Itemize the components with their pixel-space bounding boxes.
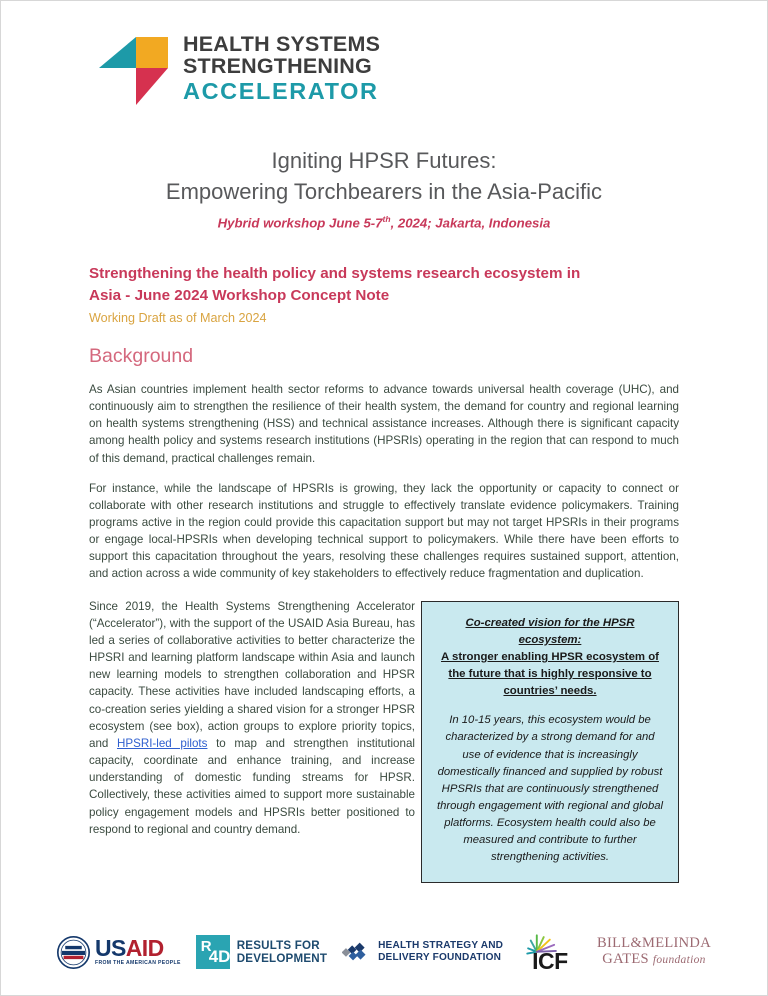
draft-status-note: Working Draft as of March 2024	[89, 310, 267, 325]
gates-wordmark	[597, 936, 711, 967]
concept-note-heading	[89, 263, 679, 307]
brand-line-3: ACCELERATOR	[183, 77, 379, 104]
r4d-mark-icon	[196, 935, 230, 969]
r4d-line-1: RESULTS FOR	[236, 938, 320, 952]
usaid-wordmark	[95, 937, 181, 966]
left-text-column	[89, 598, 415, 838]
usaid-logo	[57, 936, 181, 969]
two-column-region	[89, 598, 679, 883]
r4d-mark-top: R	[200, 938, 212, 955]
document-header	[1, 1, 767, 111]
brand-line-1: HEALTH SYSTEMS	[183, 31, 381, 56]
concept-note-heading-line-2: Asia - June 2024 Workshop Concept Note	[89, 286, 390, 304]
hsdf-line-1: HEALTH STRATEGY AND	[378, 939, 504, 951]
r4d-wordmark	[237, 939, 327, 966]
hsdf-diamond-icon	[342, 941, 372, 963]
hsdf-logo	[342, 940, 503, 964]
hpsri-led-pilots-link[interactable]: HPSRI-led pilots	[116, 736, 208, 750]
gates-line-2	[597, 952, 711, 968]
title-block	[1, 145, 767, 231]
gates-foundation-logo	[597, 936, 711, 967]
brand-wordmark	[183, 33, 380, 103]
icf-wordmark: ICF	[532, 948, 568, 974]
gates-line-1: BILL&MELINDA	[597, 935, 711, 952]
concept-note-heading-line-1: Strengthening the health policy and systems research ecosystem in	[89, 264, 581, 282]
usaid-main-text	[95, 937, 181, 960]
gates-line-2-main: GATES	[602, 951, 649, 967]
paragraph-3-part-2: to map and strengthen institutional capacity, coordinate and enhance training, and increase understanding of domestic funding streams for HPSR. Collectively, these activities aimed to support more sustainable policy engagement models and HPSRIs better positioned to respond to regional and country demand.	[89, 736, 415, 836]
usaid-aid-text: AID	[125, 935, 164, 962]
background-paragraph-1: As Asian countries implement health sector reforms to advance towards universal health coverage (UHC), and continuously aim to strengthen the resilience of their health system, the demand for country and regional learning on health systems strengthening (HSS) and technical assistance increases. Although there is significant capacity among health policy and systems research institutions (HPSRIs) operating in the region that can respond to much of this demand, practical challenges remain.	[89, 382, 679, 465]
callout-body-text: In 10-15 years, this ecosystem would be characterized by a strong demand for and use of evidence that is increasingly domestically financed and supplied by robust HPSRIs that are continuously strengthened through engagement with regional and global platforms. Ecosystem health could also be measured and contribute to further strengthening activities.	[436, 714, 664, 864]
document-title-line-1: Igniting HPSR Futures:	[271, 148, 497, 173]
subtitle-superscript: th	[382, 214, 391, 225]
usaid-us-text: US	[95, 935, 126, 962]
results-for-development-logo	[196, 935, 327, 969]
usaid-tagline: FROM THE AMERICAN PEOPLE	[95, 960, 181, 967]
background-section-heading: Background	[89, 344, 194, 367]
subtitle-pre: Hybrid workshop June 5-7	[217, 215, 383, 231]
r4d-line-2: DEVELOPMENT	[236, 952, 328, 965]
callout-heading-italic: Co-created vision for the HPSR ecosystem:	[465, 616, 635, 646]
document-content	[89, 263, 679, 883]
icf-logo	[518, 931, 582, 973]
gates-foundation-text: foundation	[652, 954, 706, 966]
background-paragraph-3	[89, 598, 415, 838]
callout-heading	[436, 615, 664, 701]
usaid-seal-icon	[57, 936, 90, 969]
hss-accelerator-logo-icon	[99, 31, 171, 105]
callout-heading-plain: A stronger enabling HPSR ecosystem of the future that is highly responsive to countries’ needs.	[441, 650, 659, 698]
icf-logo-wrap	[518, 931, 582, 973]
document-subtitle	[1, 214, 767, 230]
r4d-mark-bottom: 4D	[208, 947, 231, 966]
hss-accelerator-logo	[99, 31, 380, 105]
footer-partner-logos	[1, 931, 767, 973]
brand-line-2: STRENGTHENING	[183, 54, 372, 79]
co-created-vision-callout	[421, 601, 679, 883]
subtitle-post: , 2024; Jakarta, Indonesia	[390, 215, 551, 231]
background-paragraph-2: For instance, while the landscape of HPSRIs is growing, they lack the opportunity or capacity to connect or collaborate with other research institutions and struggle to effectively translate evidence policymakers. Training programs active in the region could provide this capacitation support but may not target HPSRIs in their programs or engage local-HPSRIs when developing technical support to policymakers. While there have been efforts to support this capacitation throughout the years, resolving these challenges requires sustained support, attention, and action across a wide community of key stakeholders to effectively reduce fragmentation and duplication.	[89, 481, 679, 581]
document-title-line-2: Empowering Torchbearers in the Asia-Pacific	[165, 179, 603, 205]
paragraph-3-part-1: Since 2019, the Health Systems Strengthening Accelerator (“Accelerator”), with the support of the USAID Asia Bureau, has led a series of collaborative activities to better characterize the HPSRI and learning platform landscape within Asia and launch new learning models to strengthen collaboration and HPSR capacity. These activities have included landscaping efforts, a co-creation series yielding a shared vision for a stronger HPSR ecosystem (see box), action groups to explore priority topics, and	[89, 599, 415, 750]
hsdf-line-2: DELIVERY FOUNDATION	[378, 952, 502, 963]
hsdf-wordmark	[378, 940, 503, 964]
